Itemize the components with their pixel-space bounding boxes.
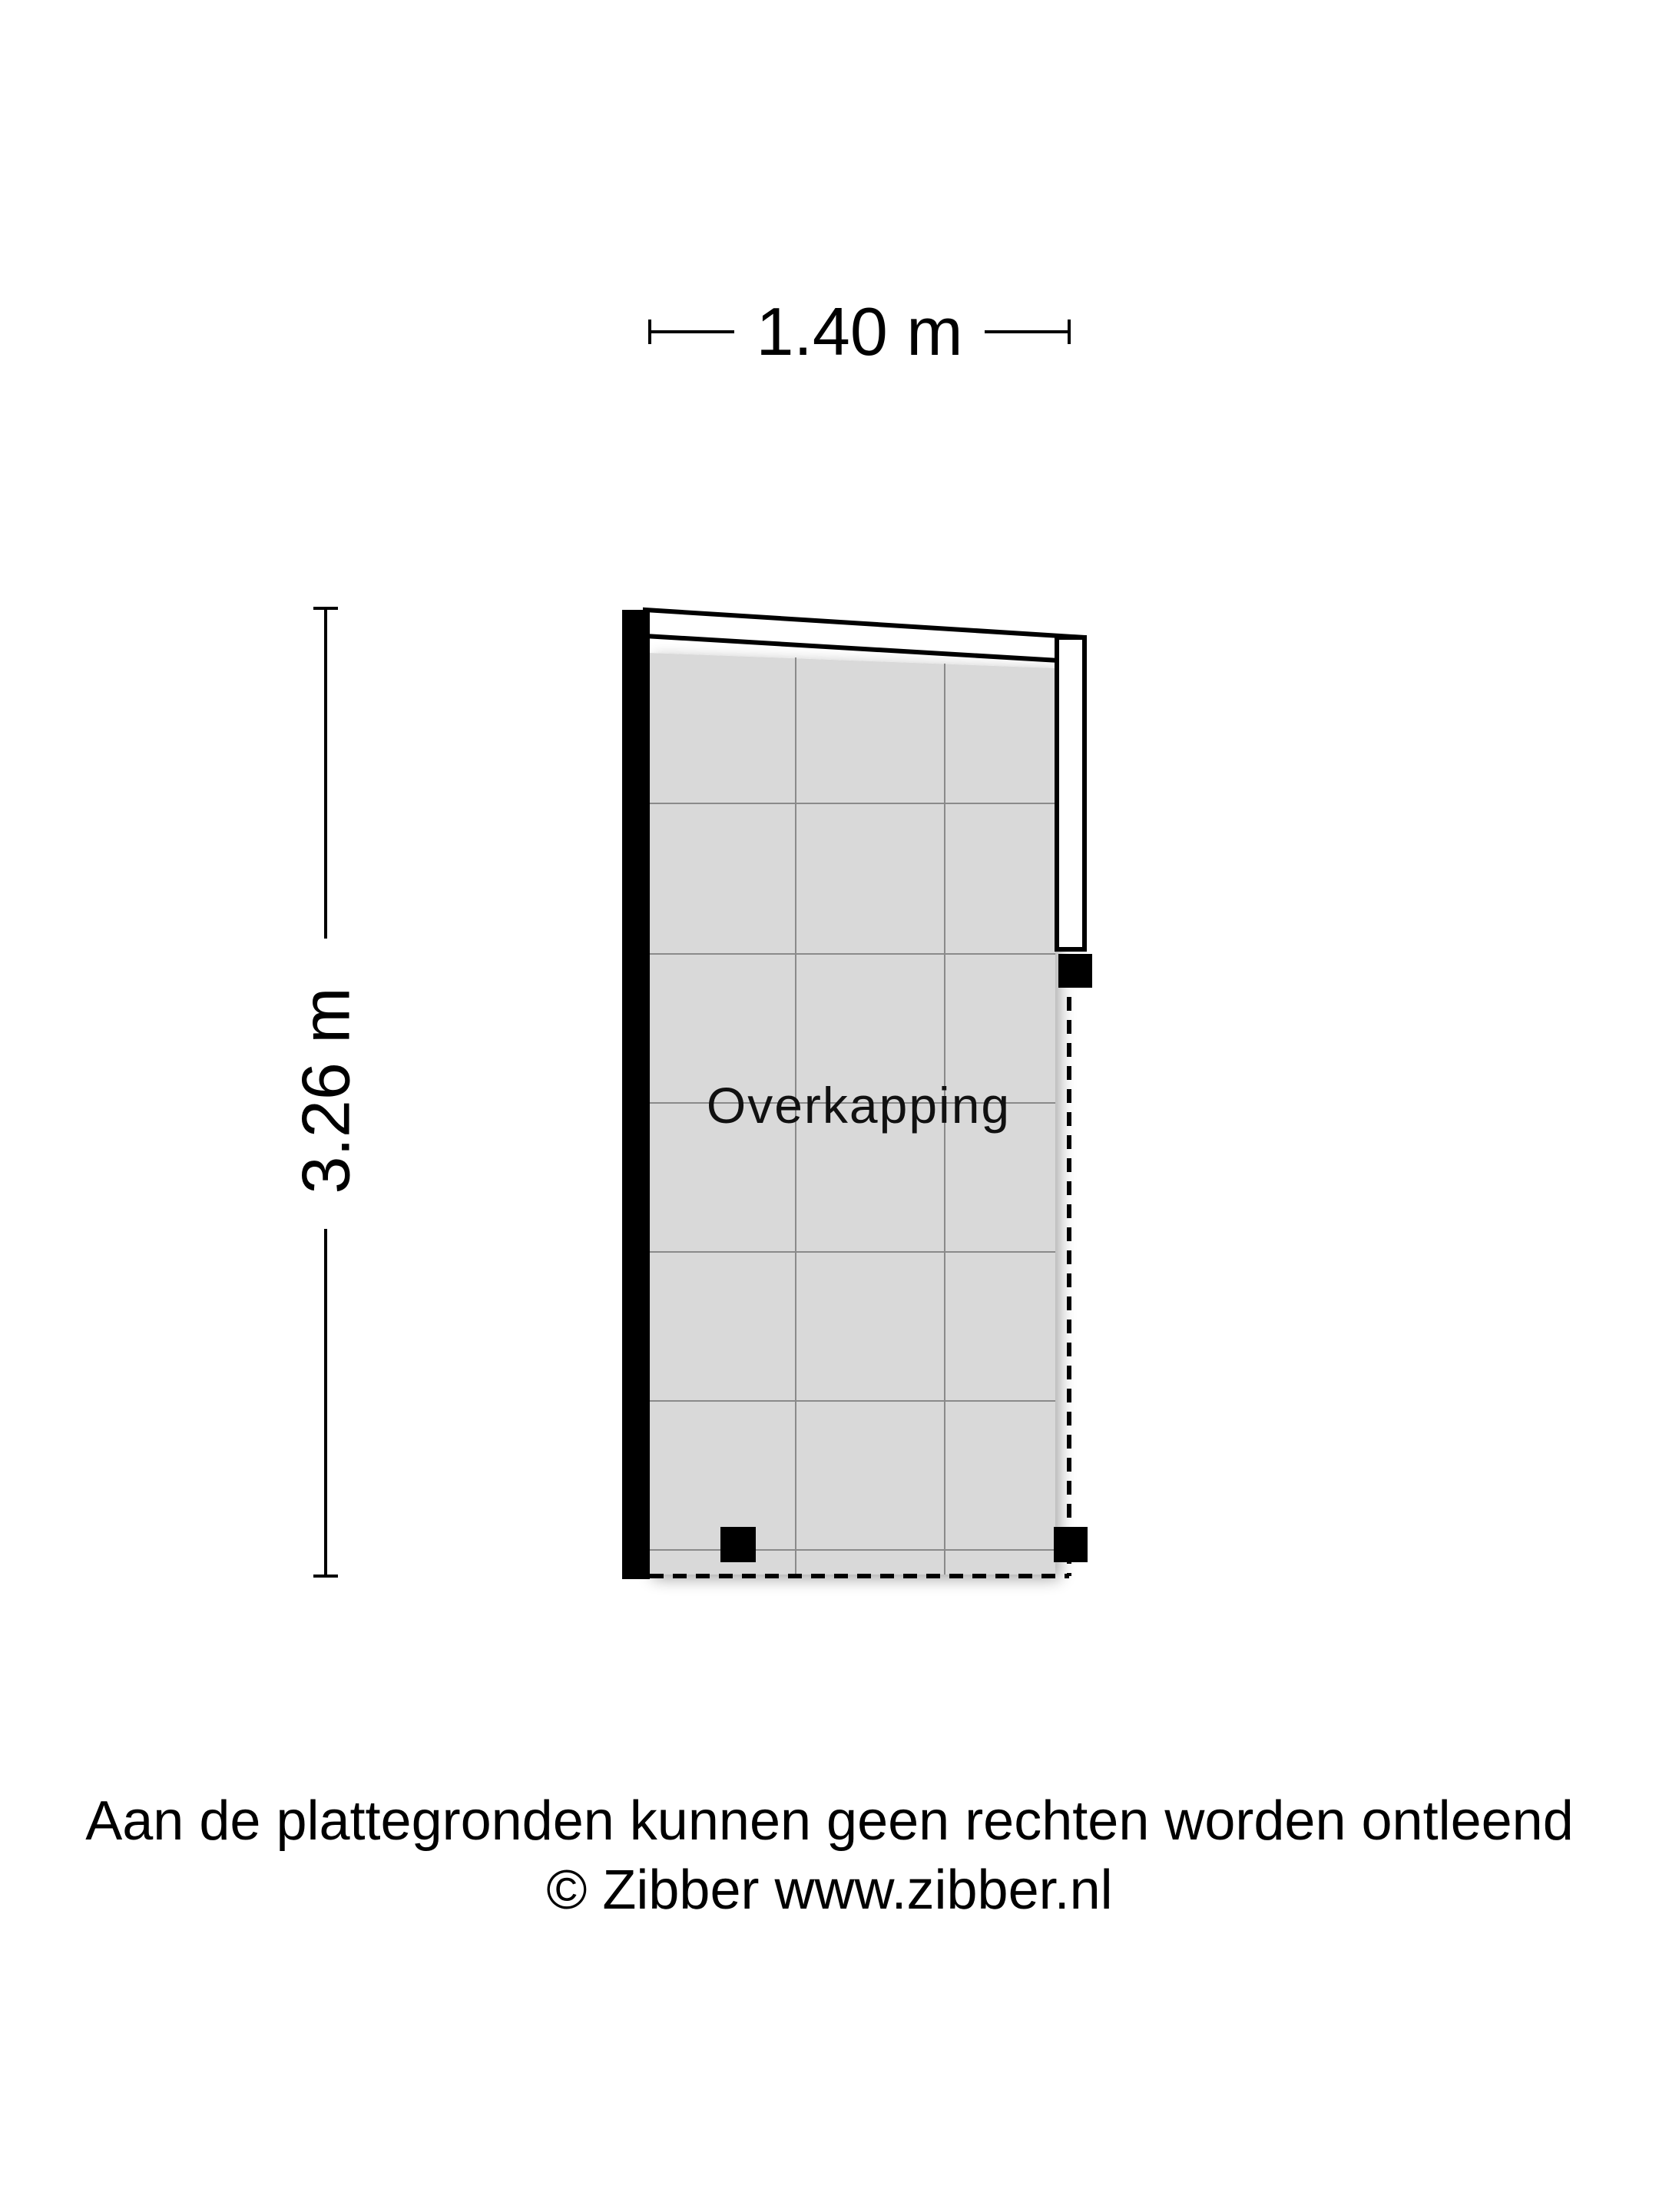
copyright-text: © Zibber www.zibber.nl bbox=[546, 1859, 1113, 1921]
width-dimension bbox=[650, 293, 1069, 369]
right-wall bbox=[1057, 637, 1084, 949]
height-dimension bbox=[288, 608, 364, 1576]
width-label: 1.40 m bbox=[756, 293, 963, 369]
top-beam bbox=[645, 610, 1084, 662]
post-bottom-left bbox=[720, 1527, 756, 1562]
disclaimer-text: Aan de plattegronden kunnen geen rechten worden ontleend bbox=[85, 1790, 1574, 1852]
room-label: Overkapping bbox=[706, 1077, 1012, 1134]
height-label: 3.26 m bbox=[287, 987, 364, 1194]
post-bottom-right bbox=[1054, 1527, 1088, 1562]
left-wall bbox=[622, 610, 650, 1579]
post-top-right bbox=[1058, 954, 1092, 988]
